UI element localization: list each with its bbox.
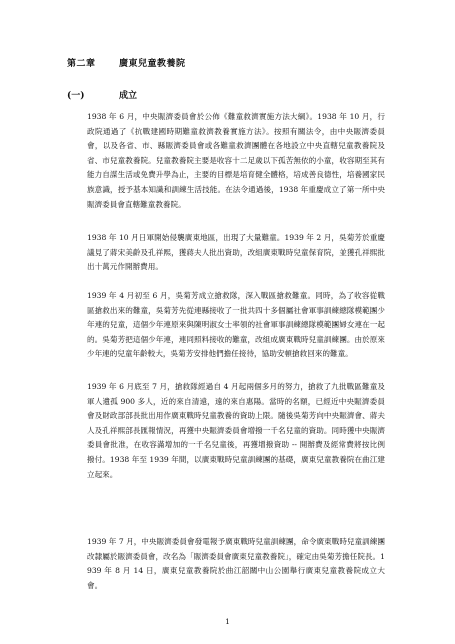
paragraph-5: 1939 年 7 月，中央賑濟委員會發電報予廣東戰時兒童訓練團，命令廣東戰時兒童訓練團改隸屬於賑濟委員會，改名為「賑濟委員會廣東兒童教養院」，確定由吳菊芳擔任院長。1939 年 8 月 14 日，廣東兒童教養院於曲江韶關中山公園舉行廣東兒童教養院成立大會。	[87, 537, 385, 590]
section-heading	[67, 88, 137, 101]
paragraph-2: 1938 年 10 月日軍開始侵襲廣東地區，出現了大量難童。1939 年 2 月，吳菊芳於重慶議見了蔣宋美齡及孔祥熙，獲蔣夫人批出資助，改組廣東戰時兒童保育院，並獲孔祥熙批出十萬元作開辦費用。	[87, 233, 385, 272]
page-number: 1	[225, 617, 230, 626]
section-number: (一)	[67, 91, 85, 101]
chapter-title: 廣東兒童教養院	[119, 59, 186, 69]
chapter-heading	[67, 56, 186, 69]
paragraph-3: 1939 年 4 月初至 6 月，吳菊芳成立搶救隊，深入戰區搶救難童。同時，為了收容從戰區搶救出來的難童，吳菊芳先從連縣接收了一批共四十多個屬社會軍事訓練總隊模範團少年連的兒童，這個少年連原來與陳明淑女士率領的社會軍事訓練總隊模範團婦女連在一起的。吳菊芳把這個少年連，連同照料接收的難童，改組成廣東戰時兒童訓練團。由於原來少年連的兒童年齡較大，吳菊芳安排他們擔任接待，協助安頓搶救回來的難童。	[87, 291, 385, 359]
paragraph-1: 1938 年 6 月，中央賑濟委員會於公佈《難童救濟實施方法大綱》。1938 年 10 月，行政院通過了《抗戰建國時期難童救濟教養實施方法》。按照有關法令，由中央賑濟委員會，以及各省、市、縣賑濟委員會或各難童救濟團體在各地設立中央直轄兒童教養院及省、市兒童教養院。兒童教養院主要是收容十二足歲以下孤苦無依的小童，收容期至其有能力自謀生活或免費升學為止，主要的目標是培育健全體格，培成善良德性，培養國家民族意識，授予基本知識和訓練生活技能。在法令通過後，1938 年重慶成立了第一所中央賑濟委員會直轄難童教養院。	[87, 112, 385, 209]
section-title: 成立	[119, 91, 138, 101]
chapter-number: 第二章	[67, 59, 96, 69]
paragraph-4: 1939 年 6 月底至 7 月，搶救隊經過自 4 月起兩個多月的努力，搶救了九批戰區難童及軍人遺孤 900 多人，近的來自清遠，遠的來自惠陽。當時的名額，已經近中央賑濟委員會及財政部部長批出用作廣東戰時兒童教養的資助上限。隨後吳菊芳向中央賑濟會、蔣夫人及孔祥熙部長匯報情況，再獲中央賑濟委員會增撥一千名兒童的資助。同時獲中央賑濟委員會批准，在收容滿增加的一千名兒童後，再獲增撥資助 -- 開辦費及經常費將按比例撥付。1938 年至 1939 年間，以廣東戰時兒童訓練團的基礎，廣東兒童教養院在曲江建立起來。	[87, 382, 385, 479]
